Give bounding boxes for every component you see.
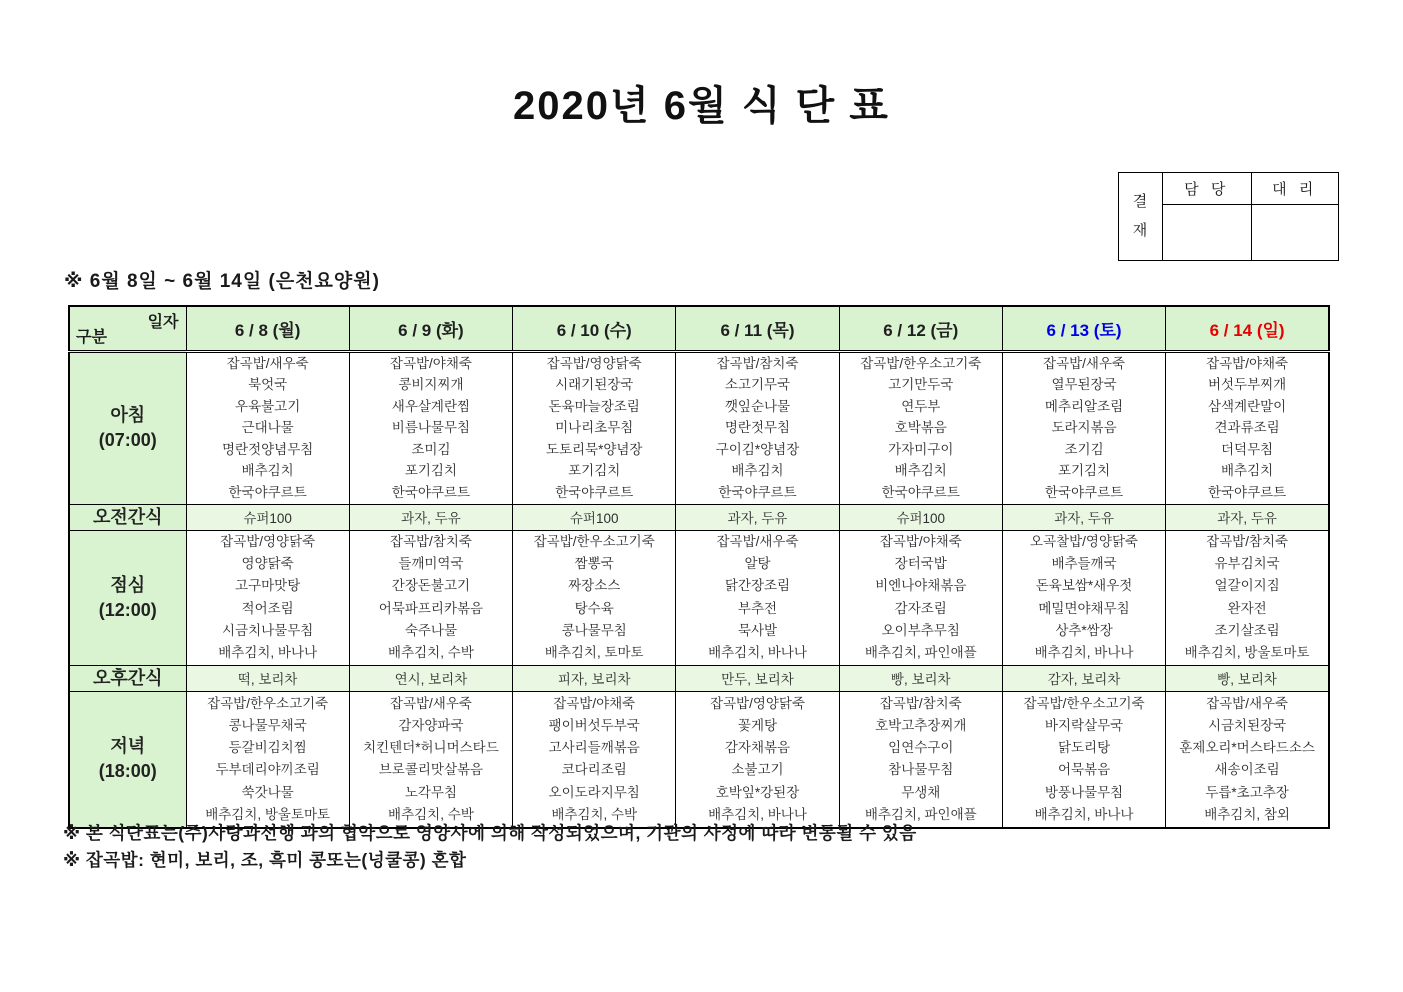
dinner-menu-day2: 잡곡밥/새우죽 감자양파국 치킨텐더*허니머스타드 브로콜리맛살볶음 노각무침 배추김치, 수박 <box>349 691 512 828</box>
corner-cell <box>69 306 186 351</box>
pm_snack-day1: 떡, 보리차 <box>186 665 349 691</box>
day-header-7: 6 / 14 (일) <box>1166 306 1329 351</box>
am_snack-day2: 과자, 두유 <box>349 504 512 530</box>
am_snack-day7: 과자, 두유 <box>1166 504 1329 530</box>
pm_snack-day6: 감자, 보리차 <box>1002 665 1165 691</box>
footer-note-1: ※ 본 식단표는(주)사랑과선행 과의 협약으로 영양사에 의해 작성되었으며, 기관의 사정에 따라 변동될 수 있음 <box>63 823 917 843</box>
breakfast-menu-day5: 잡곡밥/한우소고기죽 고기만두국 연두부 호박볶음 가자미구이 배추김치 한국야쿠르트 <box>839 351 1002 504</box>
lunch-menu-day1: 잡곡밥/영양닭죽 영양닭죽 고구마맛탕 적어조림 시금치나물무침 배추김치, 바나나 <box>186 530 349 665</box>
approval-box <box>1118 172 1339 261</box>
pm_snack-day3: 피자, 보리차 <box>513 665 676 691</box>
dinner-menu-day6: 잡곡밥/한우소고기죽 바지락살무국 닭도리탕 어묵볶음 방풍나물무침 배추김치, 바나나 <box>1002 691 1165 828</box>
lunch-menu-day4: 잡곡밥/새우죽 알탕 닭간장조림 부추전 묵사발 배추김치, 바나나 <box>676 530 839 665</box>
footer-notes <box>63 820 917 874</box>
breakfast-menu-day3: 잡곡밥/영양닭죽 시래기된장국 돈육마늘장조림 미나리초무침 도토리묵*양념장 포기김치 한국야쿠르트 <box>513 351 676 504</box>
lunch-menu-day7: 잡곡밥/참치죽 유부김치국 얼갈이지짐 완자전 조기살조림 배추김치, 방울토마토 <box>1166 530 1329 665</box>
dinner-menu-day1: 잡곡밥/한우소고기죽 콩나물무채국 등갈비김치찜 두부데리야끼조림 쑥갓나물 배추김치, 방울토마토 <box>186 691 349 828</box>
pm_snack-day4: 만두, 보리차 <box>676 665 839 691</box>
corner-label-date: 일자 <box>147 314 179 331</box>
row-label-pm_snack: 오후간식 <box>69 665 186 691</box>
am_snack-day6: 과자, 두유 <box>1002 504 1165 530</box>
am_snack-day4: 과자, 두유 <box>676 504 839 530</box>
lunch-menu-day5: 잡곡밥/야채죽 장터국밥 비엔나야채볶음 감자조림 오이부추무침 배추김치, 파인애플 <box>839 530 1002 665</box>
row-label-am_snack: 오전간식 <box>69 504 186 530</box>
approval-stamp-label: 결재 <box>1119 173 1163 260</box>
day-header-3: 6 / 10 (수) <box>513 306 676 351</box>
row-am_snack <box>69 504 1329 530</box>
lunch-menu-day2: 잡곡밥/참치죽 들깨미역국 간장돈불고기 어묵파프리카볶음 숙주나물 배추김치, 수박 <box>349 530 512 665</box>
row-label-dinner: 저녁 (18:00) <box>69 691 186 828</box>
approval-col-deputy: 대 리 <box>1251 173 1339 205</box>
approval-sign-cell <box>1251 205 1339 260</box>
pm_snack-day2: 연시, 보리차 <box>349 665 512 691</box>
day-header-5: 6 / 12 (금) <box>839 306 1002 351</box>
am_snack-day5: 슈퍼100 <box>839 504 1002 530</box>
week-range-subtitle: ※ 6월 8일 ~ 6월 14일 (은천요양원) <box>64 271 380 292</box>
breakfast-menu-day6: 잡곡밥/새우죽 열무된장국 메추리알조림 도라지볶음 조기김 포기김치 한국야쿠르트 <box>1002 351 1165 504</box>
footer-note-2: ※ 잡곡밥: 현미, 보리, 조, 흑미 콩또는(넝쿨콩) 혼합 <box>63 850 467 870</box>
lunch-menu-day6: 오곡찰밥/영양닭죽 배추들깨국 돈육보쌈*새우젓 메밀면야채무침 상추*쌈장 배추김치, 바나나 <box>1002 530 1165 665</box>
day-header-2: 6 / 9 (화) <box>349 306 512 351</box>
pm_snack-day7: 빵, 보리차 <box>1166 665 1329 691</box>
corner-label-category: 구분 <box>76 328 107 346</box>
dinner-menu-day5: 잡곡밥/참치죽 호박고추장찌개 임연수구이 참나물무침 무생채 배추김치, 파인애플 <box>839 691 1002 828</box>
breakfast-menu-day1: 잡곡밥/새우죽 북엇국 우육불고기 근대나물 명란젓양념무침 배추김치 한국야쿠르트 <box>186 351 349 504</box>
day-header-4: 6 / 11 (목) <box>676 306 839 351</box>
approval-col-manager: 담 당 <box>1163 173 1251 205</box>
breakfast-menu-day2: 잡곡밥/야채죽 콩비지찌개 새우살계란찜 비름나물무침 조미김 포기김치 한국야쿠르트 <box>349 351 512 504</box>
day-header-6: 6 / 13 (토) <box>1002 306 1165 351</box>
am_snack-day3: 슈퍼100 <box>513 504 676 530</box>
row-lunch <box>69 530 1329 665</box>
row-label-breakfast: 아침 (07:00) <box>69 351 186 504</box>
dinner-menu-day4: 잡곡밥/영양닭죽 꽃게탕 감자채볶음 소불고기 호박잎*강된장 배추김치, 바나나 <box>676 691 839 828</box>
dinner-menu-day3: 잡곡밥/야채죽 팽이버섯두부국 고사리들깨볶음 코다리조림 오이도라지무침 배추김치, 수박 <box>513 691 676 828</box>
breakfast-menu-day4: 잡곡밥/참치죽 소고기무국 깻잎순나물 명란젓무침 구이김*양념장 배추김치 한국야쿠르트 <box>676 351 839 504</box>
day-header-1: 6 / 8 (월) <box>186 306 349 351</box>
am_snack-day1: 슈퍼100 <box>186 504 349 530</box>
page-title: 2020년 6월 식 단 표 <box>513 84 890 128</box>
dinner-menu-day7: 잡곡밥/새우죽 시금치된장국 훈제오리*머스타드소스 새송이조림 두릅*초고추장 배추김치, 참외 <box>1166 691 1329 828</box>
lunch-menu-day3: 잡곡밥/한우소고기죽 짬뽕국 짜장소스 탕수육 콩나물무침 배추김치, 토마토 <box>513 530 676 665</box>
menu-table <box>68 305 1330 829</box>
breakfast-menu-day7: 잡곡밥/야채죽 버섯두부찌개 삼색계란말이 견과류조림 더덕무침 배추김치 한국야쿠르트 <box>1166 351 1329 504</box>
row-pm_snack <box>69 665 1329 691</box>
row-dinner <box>69 691 1329 828</box>
row-breakfast <box>69 351 1329 504</box>
approval-sign-cell <box>1163 205 1251 260</box>
row-label-lunch: 점심 (12:00) <box>69 530 186 665</box>
pm_snack-day5: 빵, 보리차 <box>839 665 1002 691</box>
